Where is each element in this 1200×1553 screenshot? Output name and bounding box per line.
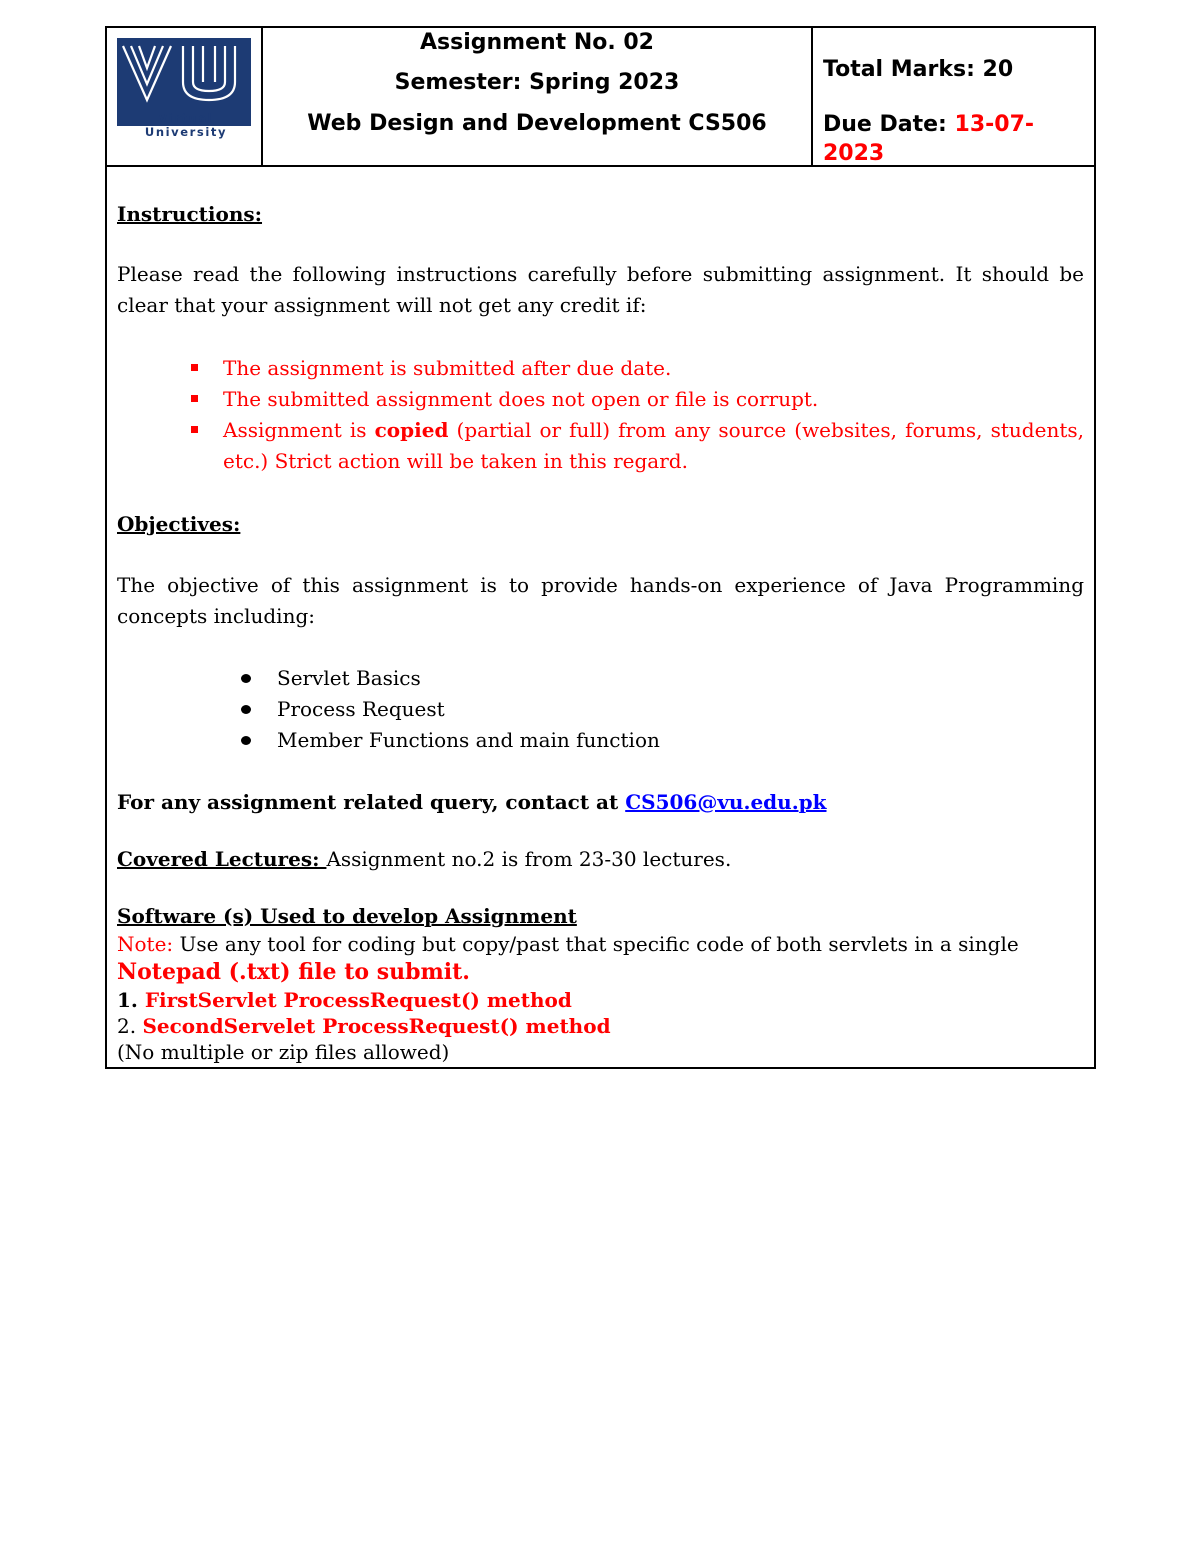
- square-bullet-icon: [191, 364, 198, 371]
- vu-logo-icon: [117, 38, 251, 108]
- list-item: Member Functions and main function: [117, 725, 1084, 756]
- square-bullet-icon: [191, 395, 198, 402]
- semester: Semester: Spring 2023: [394, 70, 680, 95]
- header-row: [107, 28, 1094, 167]
- covered-lectures-label: Covered Lectures:: [117, 847, 327, 871]
- due-date-label: Due Date:: [823, 112, 955, 137]
- software-section: [117, 902, 1084, 1066]
- covered-lectures: Covered Lectures: Assignment no.2 is from 23-30 lectures.: [117, 847, 732, 871]
- software-note: Note: Use any tool for coding but copy/past that specific code of both servlets in a single Notepad (.txt) file to submit.: [117, 932, 1019, 985]
- marks-cell: [813, 28, 1094, 165]
- assignment-sheet: [105, 26, 1096, 1069]
- objectives-list: [117, 663, 1084, 756]
- software-item-1: 1. FirstServlet ProcessRequest() method: [117, 988, 572, 1012]
- instructions-list: [117, 353, 1084, 477]
- list-item: Process Request: [117, 694, 1084, 725]
- due-date: [823, 110, 1034, 168]
- course-title: Web Design and Development CS506: [307, 111, 767, 136]
- dot-bullet-icon: [241, 674, 251, 683]
- due-date-year: 2023: [823, 141, 885, 166]
- list-item: Assignment is copied (partial or full) from any source (websites, forums, students, etc.) Strict action will be taken in this regard.: [117, 415, 1084, 477]
- dot-bullet-icon: [241, 736, 251, 745]
- list-item: The assignment is submitted after due date.: [117, 353, 1084, 384]
- contact-email-link[interactable]: CS506@vu.edu.pk: [625, 790, 827, 814]
- square-bullet-icon: [191, 426, 198, 433]
- software-item-2: 2. SecondServelet ProcessRequest() method: [117, 1014, 611, 1038]
- objectives-intro: The objective of this assignment is to provide hands-on experience of Java Programming concepts including:: [117, 573, 1084, 628]
- logo-subtitle: Virtual University: [144, 111, 228, 139]
- objectives-heading: Objectives:: [117, 512, 241, 536]
- software-footer: (No multiple or zip files allowed): [117, 1040, 450, 1064]
- dot-bullet-icon: [241, 705, 251, 714]
- software-heading: Software (s) Used to develop Assignment: [117, 904, 577, 928]
- logo-cell: [107, 28, 263, 165]
- instructions-intro: Please read the following instructions carefully before submitting assignment. It should be clear that your assignment will not get any credit if:: [117, 262, 1084, 317]
- contact-line: For any assignment related query, contact at CS506@vu.edu.pk: [117, 790, 827, 814]
- title-cell: [263, 28, 813, 165]
- due-date-value: 13-07-: [954, 112, 1035, 137]
- total-marks: Total Marks: 20: [823, 57, 1014, 82]
- assignment-number: Assignment No. 02: [419, 30, 654, 55]
- instructions-heading: Instructions:: [117, 202, 263, 226]
- list-item: The submitted assignment does not open or file is corrupt.: [117, 384, 1084, 415]
- list-item: Servlet Basics: [117, 663, 1084, 694]
